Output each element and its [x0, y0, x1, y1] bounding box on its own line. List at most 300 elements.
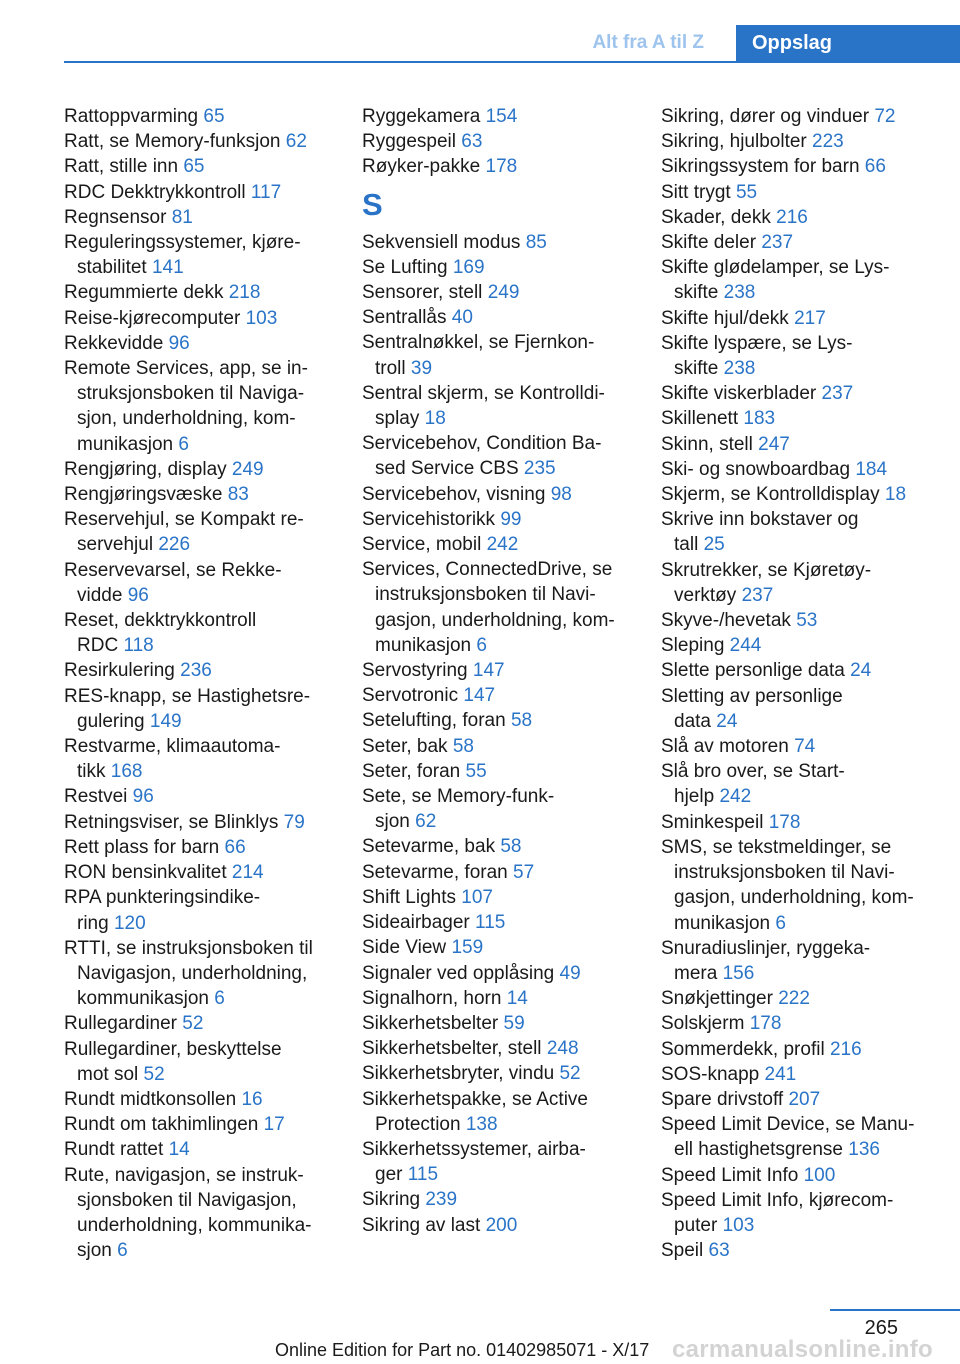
page-reference-link[interactable]: 14 [506, 987, 528, 1009]
entry-text: RES-knapp, se Hastighetsre- [64, 685, 311, 707]
page-reference-link[interactable]: 40 [451, 307, 473, 329]
entry-text: Servotronic [362, 685, 459, 707]
page-reference-link[interactable]: 96 [127, 584, 149, 606]
page-reference-link[interactable]: 49 [559, 962, 581, 984]
entry-text: Side View [362, 937, 447, 959]
index-entry [64, 306, 344, 331]
entry-text: struksjonsboken til Naviga- [77, 383, 305, 405]
page-reference-link[interactable]: 120 [113, 912, 146, 934]
index-entry [64, 658, 344, 683]
page-reference-link[interactable]: 18 [424, 408, 446, 430]
entry-text: Reise-kjørecomputer [64, 307, 241, 329]
index-entry [661, 1163, 941, 1188]
page-reference-link[interactable]: 66 [864, 156, 886, 178]
index-entry [661, 734, 941, 759]
page-reference-link[interactable]: 242 [486, 534, 519, 556]
page-reference-link[interactable]: 249 [487, 282, 520, 304]
entry-text: Rundt rattet [64, 1139, 164, 1161]
page-reference-link[interactable]: 52 [182, 1013, 204, 1035]
index-entry [661, 255, 941, 305]
entry-text: Sentrallås [362, 307, 447, 329]
entry-text: skifte [674, 358, 719, 380]
page-reference-link[interactable]: 248 [546, 1038, 579, 1060]
page-reference-link[interactable]: 184 [855, 458, 888, 480]
index-entry [661, 306, 941, 331]
entry-text: Sikringssystem for barn [661, 156, 860, 178]
index-entry [661, 381, 941, 406]
page-reference-link[interactable]: 223 [812, 131, 844, 153]
entry-text: Skifte lyspære, se Lys- [661, 332, 853, 354]
entry-text: Reservehjul, se Kompakt re- [64, 509, 304, 531]
page-reference-link[interactable]: 216 [776, 206, 808, 228]
index-entry [64, 860, 344, 885]
index-entry [64, 356, 344, 457]
index-entry [362, 1061, 642, 1086]
entry-text: Rute, navigasjon, se instruk- [64, 1164, 304, 1186]
entry-text: Restvarme, klimaautoma- [64, 736, 281, 758]
page-reference-link[interactable]: 58 [510, 710, 533, 732]
entry-text: Skifte deler [661, 232, 757, 254]
index-entry [661, 810, 941, 835]
index-entry [362, 935, 642, 960]
index-entry [362, 1036, 642, 1061]
entry-text: Sitt trygt [661, 181, 731, 203]
page-reference-link[interactable]: 214 [231, 862, 264, 884]
entry-text: Rengjøringsvæske [64, 484, 223, 506]
index-entry [362, 658, 642, 683]
entry-text: Skillenett [661, 408, 739, 430]
page-reference-link[interactable]: 72 [874, 106, 896, 127]
page-reference-link[interactable]: 147 [472, 660, 505, 682]
entry-text: Rullegardiner, beskyttelse [64, 1038, 282, 1060]
index-entry [661, 986, 941, 1011]
entry-text: skifte [674, 282, 719, 304]
entry-text: Regnsensor [64, 206, 167, 228]
page-reference-link[interactable]: 57 [513, 861, 535, 883]
index-entry [64, 734, 344, 784]
entry-text: Resirkulering [64, 660, 175, 682]
entry-text: Ratt, se Memory-funksjon [64, 131, 281, 153]
index-entry [661, 558, 941, 608]
entry-text: Solskjerm [661, 1013, 745, 1035]
index-entry [64, 280, 344, 305]
index-entry [661, 507, 941, 557]
page-reference-link[interactable]: 218 [228, 282, 261, 304]
index-entry [362, 154, 642, 179]
entry-text: Ryggekamera [362, 106, 481, 127]
entry-text: mera [674, 962, 718, 984]
page-reference-link[interactable]: 39 [410, 357, 433, 379]
entry-text: stabilitet [77, 257, 147, 279]
page-reference-link[interactable]: 242 [719, 786, 752, 808]
page-reference-link[interactable]: 147 [463, 685, 496, 707]
index-entry [661, 331, 941, 381]
entry-text: Rattoppvarming [64, 106, 199, 127]
page-reference-link[interactable]: 235 [523, 458, 556, 480]
page-reference-link[interactable]: 217 [794, 307, 826, 329]
index-entry [362, 1187, 642, 1212]
entry-text: sjon, underholdning, kom- [77, 408, 296, 430]
entry-text: Skifte glødelamper, se Lys- [661, 257, 890, 279]
page-reference-link[interactable]: 103 [722, 1214, 755, 1236]
entry-text: Sensorer, stell [362, 282, 483, 304]
entry-text: underholdning, kommunika- [77, 1214, 312, 1236]
entry-text: Seter, foran [362, 760, 461, 782]
entry-text: hjelp [674, 786, 715, 808]
page-reference-link[interactable]: 118 [123, 635, 154, 657]
entry-text: servehjul [77, 534, 154, 556]
entry-text: Snøkjettinger [661, 988, 773, 1010]
page-reference-link[interactable]: 237 [821, 383, 854, 405]
page-reference-link[interactable]: 115 [475, 912, 506, 934]
index-entry [362, 860, 642, 885]
entry-text: tall [674, 534, 699, 556]
entry-text: RPA punkteringsindike- [64, 887, 261, 909]
index-entry [362, 381, 642, 431]
page-reference-link[interactable]: 168 [110, 761, 143, 783]
entry-text: Restvei [64, 786, 128, 808]
entry-text: Sletting av personlige [661, 685, 843, 707]
index-entry [362, 431, 642, 481]
page-reference-link[interactable]: 207 [788, 1088, 821, 1110]
index-entry [362, 986, 642, 1011]
entry-text: instruksjonsboken til Navi- [375, 584, 596, 606]
page-reference-link[interactable]: 96 [168, 332, 190, 354]
index-entry [362, 129, 642, 154]
page-reference-link[interactable]: 52 [143, 1063, 165, 1085]
index-entry [64, 154, 344, 179]
watermark: carmanualsonline.info [672, 1336, 934, 1363]
page-reference-link[interactable]: 85 [525, 231, 547, 253]
page-reference-link[interactable]: 24 [850, 660, 872, 682]
entry-text: Skrutrekker, se Kjøretøy- [661, 559, 872, 581]
index-entry [362, 255, 642, 280]
entry-text: Services, ConnectedDrive, se [362, 559, 613, 581]
page-reference-link[interactable]: 6 [178, 433, 189, 455]
entry-text: Sikkerhetsbryter, vindu [362, 1063, 555, 1085]
page-reference-link[interactable]: 6 [214, 988, 225, 1010]
page-reference-link[interactable]: 159 [451, 937, 484, 959]
page-reference-link[interactable]: 18 [884, 484, 907, 506]
page-reference-link[interactable]: 55 [735, 181, 758, 203]
entry-text: Sikkerhetsbelter [362, 1012, 499, 1034]
entry-text: Sekvensiell modus [362, 231, 521, 253]
entry-text: ring [77, 912, 109, 934]
index-letter-heading: S [362, 186, 383, 222]
page-reference-link[interactable]: 183 [743, 408, 776, 430]
index-entry [362, 330, 642, 380]
entry-text: Remote Services, app, se in- [64, 358, 308, 380]
entry-text: Sentral skjerm, se Kontrolldi- [362, 382, 605, 404]
index-entry [64, 230, 344, 280]
entry-text: Skjerm, se Kontrolldisplay [661, 484, 880, 506]
index-entry [64, 936, 344, 1012]
entry-text: Servicebehov, Condition Ba- [362, 433, 602, 455]
entry-text: Skyve-/hevetak [661, 610, 791, 632]
index-entry [661, 633, 941, 658]
index-entry [64, 129, 344, 154]
index-entry [661, 104, 941, 129]
entry-text: Sikkerhetspakke, se Active [362, 1088, 588, 1110]
index-entry [661, 759, 941, 809]
index-entry [362, 305, 642, 330]
entry-text: Skinn, stell [661, 433, 753, 455]
index-entry [661, 608, 941, 633]
page-reference-link[interactable]: 81 [171, 206, 193, 228]
page-reference-link[interactable]: 96 [132, 786, 154, 808]
entry-text: verktøy [674, 584, 737, 606]
entry-text: Ryggespeil [362, 131, 456, 153]
page-reference-link[interactable]: 249 [231, 458, 264, 480]
page-reference-link[interactable]: 237 [741, 584, 774, 606]
entry-text: Rengjøring, display [64, 458, 227, 480]
page-reference-link[interactable]: 115 [407, 1164, 439, 1186]
index-entry [64, 1087, 344, 1112]
entry-text: Rullegardiner [64, 1013, 178, 1035]
index-entry [661, 835, 941, 936]
index-entry [661, 482, 941, 507]
index-entry [362, 784, 642, 834]
page-reference-link[interactable]: 156 [722, 962, 755, 984]
page-reference-link[interactable]: 74 [794, 736, 816, 758]
entry-text: gasjon, underholdning, kom- [375, 609, 615, 631]
page-reference-link[interactable]: 98 [550, 483, 572, 505]
entry-text: tikk [77, 761, 106, 783]
page-reference-link[interactable]: 216 [829, 1038, 862, 1060]
page-reference-link[interactable]: 200 [485, 1214, 518, 1236]
entry-text: RDC [77, 635, 119, 657]
index-entry [64, 457, 344, 482]
page-reference-link[interactable]: 53 [796, 610, 818, 632]
entry-text: Ski- og snowboardbag [661, 458, 851, 480]
entry-text: Rett plass for barn [64, 836, 220, 858]
page-reference-link[interactable]: 79 [283, 811, 305, 833]
entry-text: instruksjonsboken til Navi- [674, 862, 895, 884]
index-entry [64, 482, 344, 507]
page-reference-link[interactable]: 169 [452, 256, 485, 278]
footer-rule [830, 1309, 960, 1311]
page-reference-link[interactable]: 65 [183, 156, 205, 178]
page-reference-link[interactable]: 17 [263, 1114, 285, 1136]
index-entry [362, 834, 642, 859]
entry-text: RON bensinkvalitet [64, 862, 227, 884]
index-entry [362, 708, 642, 733]
index-column-1 [64, 104, 344, 1263]
entry-text: Skifte hjul/dekk [661, 307, 789, 329]
page-reference-link[interactable]: 62 [415, 811, 437, 833]
page-reference-link[interactable]: 6 [775, 912, 786, 934]
entry-text: Slå av motoren [661, 736, 789, 758]
page-reference-link[interactable]: 222 [778, 988, 810, 1010]
page-reference-link[interactable]: 241 [764, 1063, 797, 1085]
entry-text: puter [674, 1214, 718, 1236]
entry-text: splay [375, 408, 420, 430]
page-reference-link[interactable]: 239 [425, 1189, 458, 1211]
page-number: 265 [864, 1317, 898, 1339]
page-reference-link[interactable]: 237 [761, 232, 794, 254]
entry-text: Slå bro over, se Start- [661, 761, 845, 783]
index-entry [64, 608, 344, 658]
index-entry [661, 936, 941, 986]
page-reference-link[interactable]: 149 [149, 710, 182, 732]
page-reference-link[interactable]: 238 [723, 358, 756, 380]
page-reference-link[interactable]: 83 [227, 484, 249, 506]
section-tab[interactable]: Alt fra A til Z [592, 32, 704, 53]
entry-text: Sikring, dører og vinduer [661, 106, 870, 127]
index-entry [64, 784, 344, 809]
index-entry [661, 1087, 941, 1112]
index-entry [362, 910, 642, 935]
index-entry [362, 759, 642, 784]
entry-text: Se Lufting [362, 256, 448, 278]
entry-text: Sentralnøkkel, se Fjernkon- [362, 332, 595, 354]
page-reference-link[interactable]: 178 [768, 811, 801, 833]
entry-text: Sommerdekk, profil [661, 1038, 825, 1060]
entry-text: Reset, dekktrykkontroll [64, 610, 257, 632]
page-reference-link[interactable]: 238 [723, 282, 756, 304]
entry-text: mot sol [77, 1063, 139, 1085]
page-reference-link[interactable]: 52 [559, 1063, 581, 1085]
page-reference-link[interactable]: 6 [117, 1240, 128, 1262]
entry-text: Sikring [362, 1189, 421, 1211]
entry-text: Speed Limit Info [661, 1164, 799, 1186]
edition-note: Online Edition for Part no. 01402985071 - X/17 [275, 1340, 650, 1360]
entry-text: Protection [375, 1113, 461, 1135]
entry-text: SMS, se tekstmeldinger, se [661, 836, 892, 858]
page-reference-link[interactable]: 66 [224, 836, 246, 858]
index-entry [362, 1213, 642, 1238]
entry-text: Regummierte dekk [64, 282, 224, 304]
index-entry [362, 683, 642, 708]
page-reference-link[interactable]: 55 [465, 760, 487, 782]
page-reference-link[interactable]: 58 [452, 735, 474, 757]
page-reference-link[interactable]: 178 [485, 156, 518, 178]
index-entry [661, 205, 941, 230]
entry-text: Retningsviser, se Blinklys [64, 811, 279, 833]
index-entry [362, 1137, 642, 1187]
entry-text: data [674, 710, 711, 732]
entry-text: munikasjon [674, 912, 771, 934]
index-entry [64, 810, 344, 835]
entry-text: Service, mobil [362, 534, 482, 556]
entry-text: Røyker-pakke [362, 156, 481, 178]
page-reference-link[interactable]: 62 [285, 131, 307, 153]
page-reference-link[interactable]: 6 [476, 634, 487, 656]
entry-text: sjonsboken til Navigasjon, [77, 1189, 297, 1211]
entry-text: Skader, dekk [661, 206, 771, 228]
page-reference-link[interactable]: 107 [461, 886, 493, 908]
index-entry [661, 658, 941, 683]
entry-text: Shift Lights [362, 886, 456, 908]
entry-text: Sleping [661, 635, 725, 657]
index-entry [64, 180, 344, 205]
page-reference-link[interactable]: 25 [703, 534, 725, 556]
entry-text: RTTI, se instruksjonsboken til [64, 937, 313, 959]
index-entry [661, 684, 941, 734]
page-reference-link[interactable]: 178 [749, 1013, 782, 1035]
entry-text: troll [375, 357, 406, 379]
index-entry [64, 558, 344, 608]
entry-text: Sikkerhetsbelter, stell [362, 1038, 542, 1060]
page-reference-link[interactable]: 103 [245, 307, 278, 329]
page-reference-link[interactable]: 63 [461, 131, 483, 153]
page-reference-link[interactable]: 63 [708, 1240, 730, 1262]
entry-text: Setevarme, foran [362, 861, 508, 883]
page-reference-link[interactable]: 100 [803, 1164, 836, 1186]
entry-text: munikasjon [375, 634, 472, 656]
page-reference-link[interactable]: 14 [168, 1139, 190, 1161]
entry-text: sjon [77, 1240, 112, 1262]
entry-text: sed Service CBS [375, 458, 519, 480]
entry-text: ell hastighetsgrense [674, 1139, 843, 1161]
entry-text: Servostyring [362, 660, 468, 682]
active-tab[interactable]: Oppslag [736, 25, 960, 63]
entry-text: Reguleringssystemer, kjøre- [64, 232, 301, 254]
entry-text: munikasjon [77, 433, 174, 455]
index-entry [661, 457, 941, 482]
entry-text: RDC Dekktrykkontroll [64, 181, 246, 203]
entry-text: Signalhorn, horn [362, 987, 502, 1009]
index-entry [362, 961, 642, 986]
page-reference-link[interactable]: 59 [503, 1012, 525, 1034]
index-entry [64, 1163, 344, 1264]
index-entry [64, 1137, 344, 1162]
index-entry [64, 507, 344, 557]
index-entry [64, 835, 344, 860]
index-entry [362, 230, 642, 255]
page-reference-link[interactable]: 244 [729, 635, 762, 657]
entry-text: Servicehistorikk [362, 508, 496, 530]
page-reference-link[interactable]: 136 [848, 1139, 880, 1161]
index-entry [362, 280, 642, 305]
entry-text: Rundt om takhimlingen [64, 1114, 259, 1136]
entry-text: Speed Limit Device, se Manu- [661, 1114, 915, 1136]
entry-text: SOS-knapp [661, 1063, 760, 1085]
page-reference-link[interactable]: 117 [250, 181, 282, 203]
index-entry [661, 1238, 941, 1263]
page-reference-link[interactable]: 138 [465, 1113, 498, 1135]
page-reference-link[interactable]: 247 [758, 433, 790, 455]
entry-text: vidde [77, 584, 123, 606]
entry-text: Sideairbager [362, 912, 470, 934]
index-entry [362, 1011, 642, 1036]
entry-text: Seter, bak [362, 735, 448, 757]
index-entry [362, 482, 642, 507]
entry-text: Rundt midtkonsollen [64, 1088, 237, 1110]
page-reference-link[interactable]: 99 [500, 508, 522, 530]
page-reference-link[interactable]: 236 [180, 660, 212, 682]
page-reference-link[interactable]: 141 [151, 257, 184, 279]
entry-text: Signaler ved opplåsing [362, 962, 555, 984]
index-entry [661, 1037, 941, 1062]
entry-text: Speil [661, 1240, 704, 1262]
index-entry [661, 154, 941, 179]
page-reference-link[interactable]: 16 [241, 1088, 263, 1110]
index-entry [64, 1011, 344, 1036]
entry-text: Sikring av last [362, 1214, 481, 1236]
page-reference-link[interactable]: 154 [485, 106, 518, 127]
page-reference-link[interactable]: 58 [500, 836, 522, 858]
page-reference-link[interactable]: 226 [158, 534, 191, 556]
entry-text: gasjon, underholdning, kom- [674, 887, 914, 909]
entry-text: Slette personlige data [661, 660, 845, 682]
index-entry [64, 205, 344, 230]
page-reference-link[interactable]: 24 [716, 710, 738, 732]
page-reference-link[interactable]: 65 [203, 106, 225, 127]
entry-text: Ratt, stille inn [64, 156, 179, 178]
entry-text: Skifte viskerblader [661, 383, 817, 405]
index-entry [362, 734, 642, 759]
